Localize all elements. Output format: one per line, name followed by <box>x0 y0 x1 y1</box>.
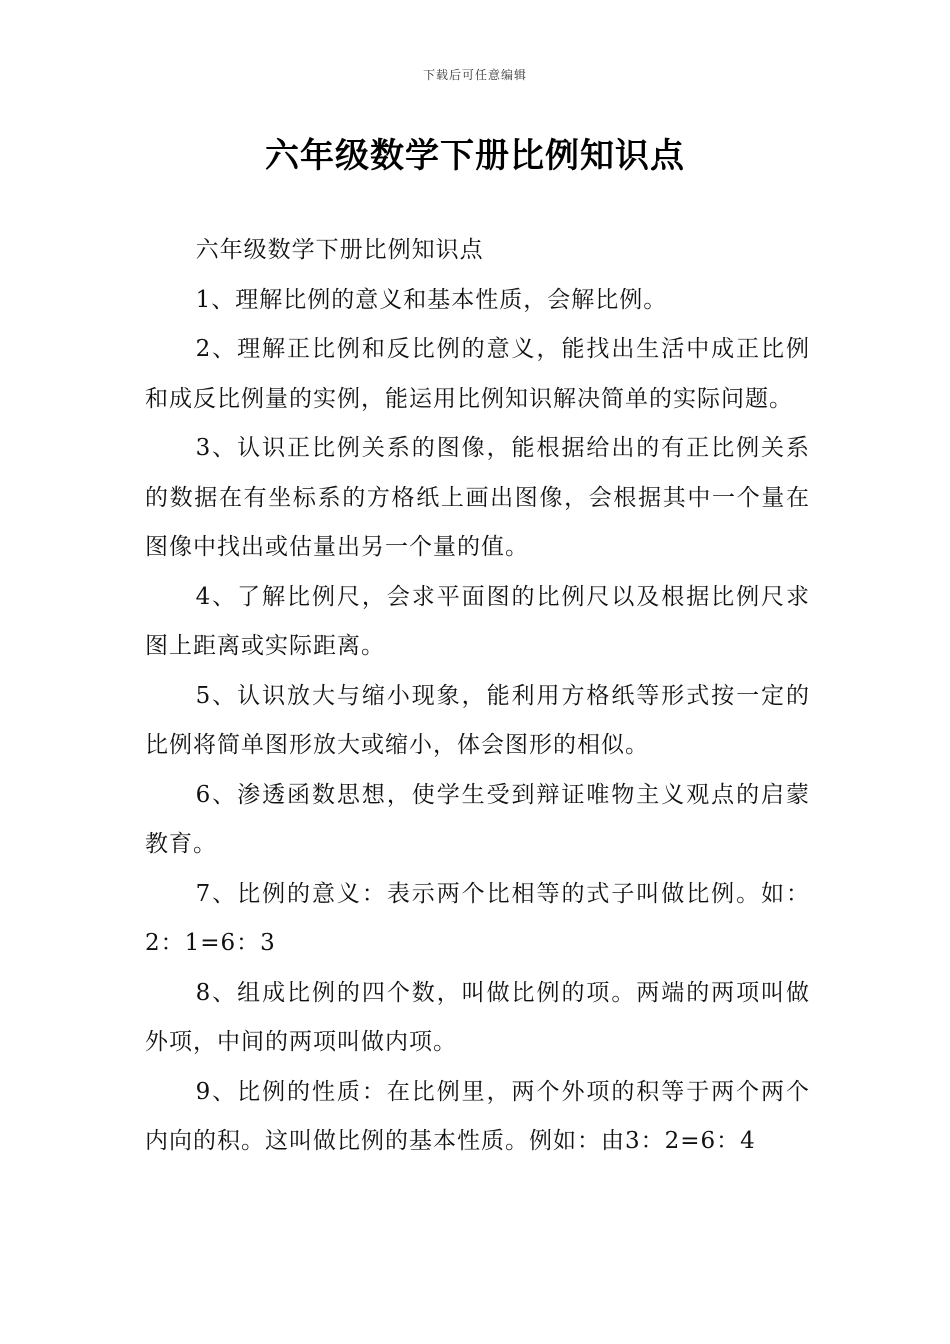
paragraph-item-7: 7、比例的意义：表示两个比相等的式子叫做比例。如：2：1=6：3 <box>145 880 810 956</box>
paragraph-item-2: 2、理解正比例和反比例的意义，能找出生活中成正比例和成反比例量的实例，能运用比例知识解决简单的实际问题。 <box>145 336 810 412</box>
paragraph-item-1: 1、理解比例的意义和基本性质，会解比例。 <box>195 286 668 313</box>
paragraph-item-8: 8、组成比例的四个数，叫做比例的项。两端的两项叫做外项，中间的两项叫做内项。 <box>145 979 810 1055</box>
paragraph-item-6: 6、渗透函数思想，使学生受到辩证唯物主义观点的启蒙教育。 <box>145 781 810 857</box>
paragraph-item-4: 4、了解比例尺，会求平面图的比例尺以及根据比例尺求图上距离或实际距离。 <box>145 583 810 659</box>
paragraph-item-5: 5、认识放大与缩小现象，能利用方格纸等形式按一定的比例将简单图形放大或缩小，体会图形的相似。 <box>145 682 810 758</box>
paragraph-item-3: 3、认识正比例关系的图像，能根据给出的有正比例关系的数据在有坐标系的方格纸上画出图像，会根据其中一个量在图像中找出或估量出另一个量的值。 <box>145 435 810 560</box>
document-title: 六年级数学下册比例知识点 <box>265 136 685 176</box>
document-body <box>145 226 810 1167</box>
header-note: 下载后可任意编辑 <box>422 68 527 82</box>
paragraph-item-9: 9、比例的性质：在比例里，两个外项的积等于两个两个内向的积。这叫做比例的基本性质。例如：由3：2=6：4 <box>145 1078 810 1154</box>
paragraph-subtitle: 六年级数学下册比例知识点 <box>195 237 484 263</box>
